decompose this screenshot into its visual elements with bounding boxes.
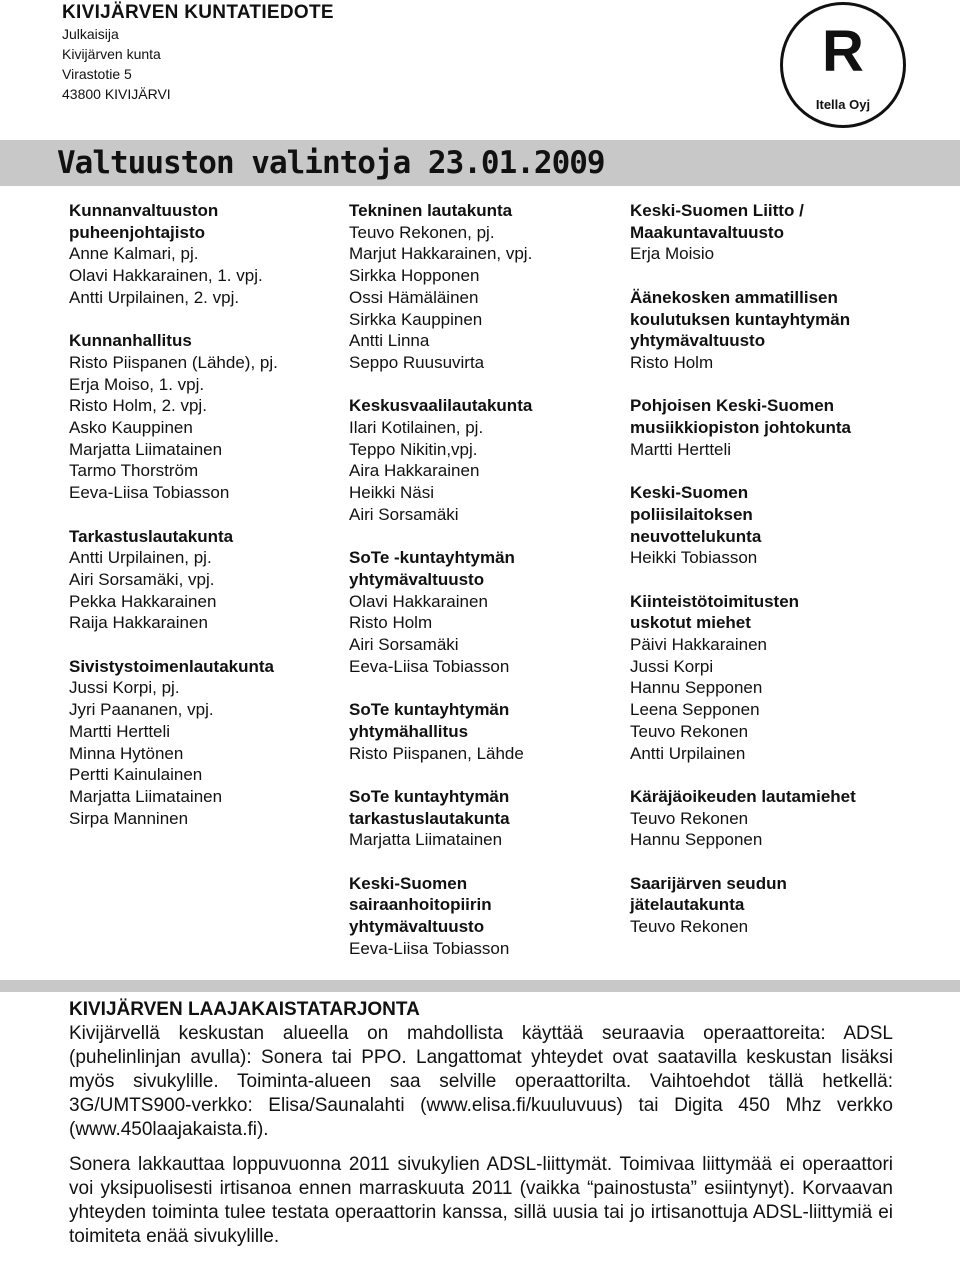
member-name: Teuvo Rekonen: [630, 721, 749, 741]
member-name: Antti Urpilainen, 2. vpj.: [69, 287, 240, 307]
member-name: Teuvo Rekonen: [630, 808, 749, 828]
member-name: Risto Holm: [630, 352, 714, 372]
member-name: Eeva-Liisa Tobiasson: [69, 483, 230, 503]
logo-mark: R: [822, 19, 864, 84]
article-title: KIVIJÄRVEN LAAJAKAISTATARJONTA: [69, 999, 420, 1020]
member-name: Aira Hakkarainen: [349, 461, 480, 481]
article-paragraph: Sonera lakkauttaa loppuvuonna 2011 sivukylien ADSL-liittymät. Toimivaa liittymää ei operaattori voi yksipuolisesti irtisanoa ennen marraskuuta 2011 (vaikka “painostusta” esiintynyt). Korvaavan yhteyden toiminta tulee testata operaattorin kanssa, sillä uusia tai jo irtisanottuja ADSL-liittymiä ei toimiteta enää sivukylille.: [69, 1154, 893, 1247]
member-name: Airi Sorsamäki, vpj.: [69, 569, 215, 589]
publisher-name: Kivijärven kunta: [62, 46, 161, 62]
publisher-street: Virastotie 5: [62, 66, 132, 82]
member-name: Eeva-Liisa Tobiasson: [349, 656, 510, 676]
committee-section: [69, 200, 339, 309]
committee-title: Saarijärven seudun jätelautakunta: [630, 873, 787, 915]
member-name: Leena Sepponen: [630, 700, 760, 720]
committee-title: Tekninen lautakunta: [349, 201, 513, 220]
committee-title: SoTe kuntayhtymän yhtymähallitus: [349, 700, 510, 741]
member-name: Teuvo Rekonen: [630, 917, 749, 937]
committee-title: Tarkastuslautakunta: [69, 526, 234, 546]
member-name: Risto Piispanen (Lähde), pj.: [69, 352, 278, 372]
article-paragraph: Kivijärvellä keskustan alueella on mahdollista käyttää seuraavia operaattoreita: ADSL (puhelinlinjan avulla): Sonera tai PPO. Langattomat yhteydet ovat saatavilla keskustan lisäksi myös sivukylille. Toiminta-alueen saa selville operaattorilta. Vaihtoehdot tällä hetkellä: 3G/UMTS900-verkko: Elisa/Saunalahti (www.elisa.fi/kuuluvuus) tai Digita 450 Mhz verkko (www.450laajakaista.fi).: [69, 1023, 893, 1140]
member-name: Sirkka Kauppinen: [349, 309, 483, 329]
member-name: Jyri Paananen, vpj.: [69, 700, 214, 720]
member-name: Marjatta Liimatainen: [69, 439, 223, 459]
column-left: [69, 200, 339, 851]
member-name: Risto Holm, 2. vpj.: [69, 396, 207, 416]
member-name: Teuvo Rekonen, pj.: [349, 222, 495, 242]
committee-section: [69, 526, 339, 635]
member-name: Teppo Nikitin,vpj.: [349, 439, 478, 459]
member-name: Sirkka Hopponen: [349, 266, 480, 286]
committee-section: [349, 200, 619, 374]
committee-title: Kunnanvaltuuston puheenjohtajisto: [69, 201, 219, 242]
member-name: Seppo Ruusuvirta: [349, 352, 485, 372]
committee-section: [630, 482, 930, 569]
itella-logo: [780, 2, 906, 128]
committee-title: Kunnanhallitus: [69, 331, 192, 351]
publisher-postcode: 43800 KIVIJÄRVI: [62, 86, 171, 102]
committee-section: [69, 656, 339, 830]
member-name: Asko Kauppinen: [69, 418, 193, 438]
committee-section: [349, 786, 619, 851]
member-name: Tarmo Thorström: [69, 461, 199, 481]
member-name: Pertti Kainulainen: [69, 765, 203, 785]
committee-section: [349, 699, 619, 764]
member-name: Anne Kalmari, pj.: [69, 244, 199, 264]
committee-title: SoTe -kuntayhtymän yhtymävaltuusto: [349, 548, 515, 589]
committee-section: [349, 873, 619, 960]
column-right: [630, 200, 930, 960]
committee-section: [349, 395, 619, 525]
member-name: Airi Sorsamäki: [349, 635, 459, 655]
member-name: Erja Moisio: [630, 244, 715, 264]
publication-title: KIVIJÄRVEN KUNTATIEDOTE: [62, 2, 334, 23]
committee-section: [630, 873, 930, 938]
member-name: Ossi Hämäläinen: [349, 287, 479, 307]
publisher-block: [62, 2, 334, 104]
member-name: Ilari Kotilainen, pj.: [349, 418, 484, 438]
publisher-label: Julkaisija: [62, 26, 119, 42]
committee-title: Keski-Suomen sairaanhoitopiirin yhtymävaltuusto: [349, 873, 492, 937]
member-name: Heikki Näsi: [349, 483, 435, 503]
member-name: Antti Linna: [349, 331, 430, 351]
broadband-article: [69, 998, 893, 1249]
member-name: Marjatta Liimatainen: [349, 830, 503, 850]
committee-title: Pohjoisen Keski-Suomen musiikkiopiston johtokunta: [630, 396, 852, 437]
committee-title: Keski-Suomen Liitto / Maakuntavaltuusto: [630, 201, 804, 242]
member-name: Marjatta Liimatainen: [69, 786, 223, 806]
member-name: Hannu Sepponen: [630, 678, 763, 698]
member-name: Raija Hakkarainen: [69, 613, 208, 633]
member-name: Hannu Sepponen: [630, 830, 763, 850]
member-name: Martti Hertteli: [630, 439, 732, 459]
member-name: Jussi Korpi, pj.: [69, 678, 180, 698]
member-name: Martti Hertteli: [69, 721, 171, 741]
member-name: Sirpa Manninen: [69, 808, 189, 828]
committee-title: Äänekosken ammatillisen koulutuksen kuntayhtymän yhtymävaltuusto: [630, 287, 851, 351]
committee-title: Sivistystoimenlautakunta: [69, 656, 275, 676]
section-divider: [0, 980, 960, 992]
committee-section: [349, 547, 619, 677]
member-name: Erja Moiso, 1. vpj.: [69, 374, 205, 394]
committee-section: [630, 287, 930, 374]
committee-title: SoTe kuntayhtymän tarkastuslautakunta: [349, 786, 510, 828]
committee-section: [630, 395, 930, 460]
member-name: Olavi Hakkarainen, 1. vpj.: [69, 266, 263, 286]
committee-section: [69, 330, 339, 504]
member-name: Pekka Hakkarainen: [69, 591, 217, 611]
member-name: Airi Sorsamäki: [349, 504, 459, 524]
member-name: Marjut Hakkarainen, vpj.: [349, 244, 533, 264]
member-name: Risto Piispanen, Lähde: [349, 743, 524, 763]
committee-title: Käräjäoikeuden lautamiehet: [630, 786, 856, 806]
member-name: Olavi Hakkarainen: [349, 591, 488, 611]
committee-title: Keski-Suomen poliisilaitoksen neuvottelukunta: [630, 483, 762, 546]
committee-title: Kiinteistötoimitusten uskotut miehet: [630, 591, 800, 633]
committee-title: Keskusvaalilautakunta: [349, 396, 533, 416]
member-name: Heikki Tobiasson: [630, 548, 758, 568]
member-name: Antti Urpilainen, pj.: [69, 548, 212, 568]
committee-section: [630, 786, 930, 851]
member-name: Minna Hytönen: [69, 743, 184, 763]
member-name: Jussi Korpi: [630, 656, 714, 676]
member-name: Antti Urpilainen: [630, 743, 746, 763]
page-title: Valtuuston valintoja 23.01.2009: [57, 145, 605, 181]
committee-section: [630, 200, 930, 265]
column-middle: [349, 200, 619, 981]
member-name: Risto Holm: [349, 613, 433, 633]
member-name: Päivi Hakkarainen: [630, 635, 768, 654]
committee-section: [630, 591, 930, 765]
logo-name: Itella Oyj: [815, 97, 871, 112]
member-name: Eeva-Liisa Tobiasson: [349, 938, 510, 958]
